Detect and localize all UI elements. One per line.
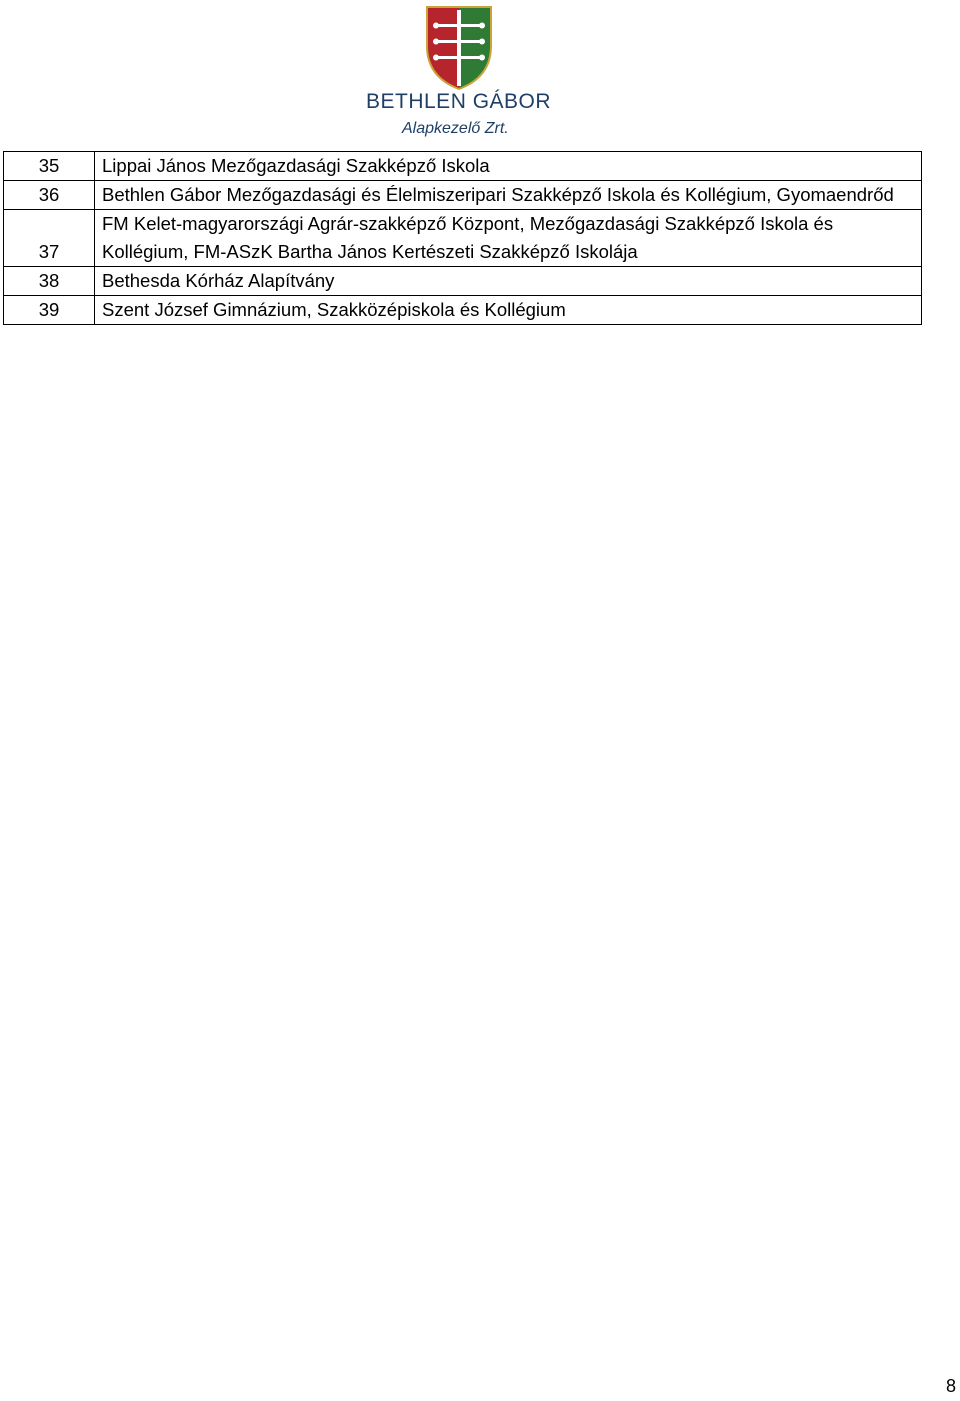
institution-table bbox=[3, 151, 922, 325]
row-number: 39 bbox=[4, 296, 95, 325]
institution-name: Bethesda Kórház Alapítvány bbox=[95, 267, 922, 296]
table-row bbox=[4, 267, 922, 296]
table-row bbox=[4, 296, 922, 325]
row-number: 38 bbox=[4, 267, 95, 296]
institution-name: FM Kelet-magyarországi Agrár-szakképző Központ, Mezőgazdasági Szakképző Iskola és Kollégium, FM-ASzK Bartha János Kertészeti Szakképző Iskolája bbox=[95, 210, 922, 267]
logo bbox=[366, 2, 550, 142]
row-number: 35 bbox=[4, 152, 95, 181]
table-row bbox=[4, 152, 922, 181]
table-row bbox=[4, 210, 922, 267]
row-number: 36 bbox=[4, 181, 95, 210]
page-number: 8 bbox=[945, 1376, 956, 1396]
institution-name: Bethlen Gábor Mezőgazdasági és Élelmiszeripari Szakképző Iskola és Kollégium, Gyomaendrőd bbox=[95, 181, 922, 210]
logo-subtitle: Alapkezelő Zrt. bbox=[402, 120, 509, 137]
institution-name: Lippai János Mezőgazdasági Szakképző Iskola bbox=[95, 152, 922, 181]
row-number: 37 bbox=[4, 210, 95, 267]
table-row bbox=[4, 181, 922, 210]
institution-name: Szent József Gimnázium, Szakközépiskola és Kollégium bbox=[95, 296, 922, 325]
logo-title: BETHLEN GÁBOR bbox=[366, 90, 552, 113]
